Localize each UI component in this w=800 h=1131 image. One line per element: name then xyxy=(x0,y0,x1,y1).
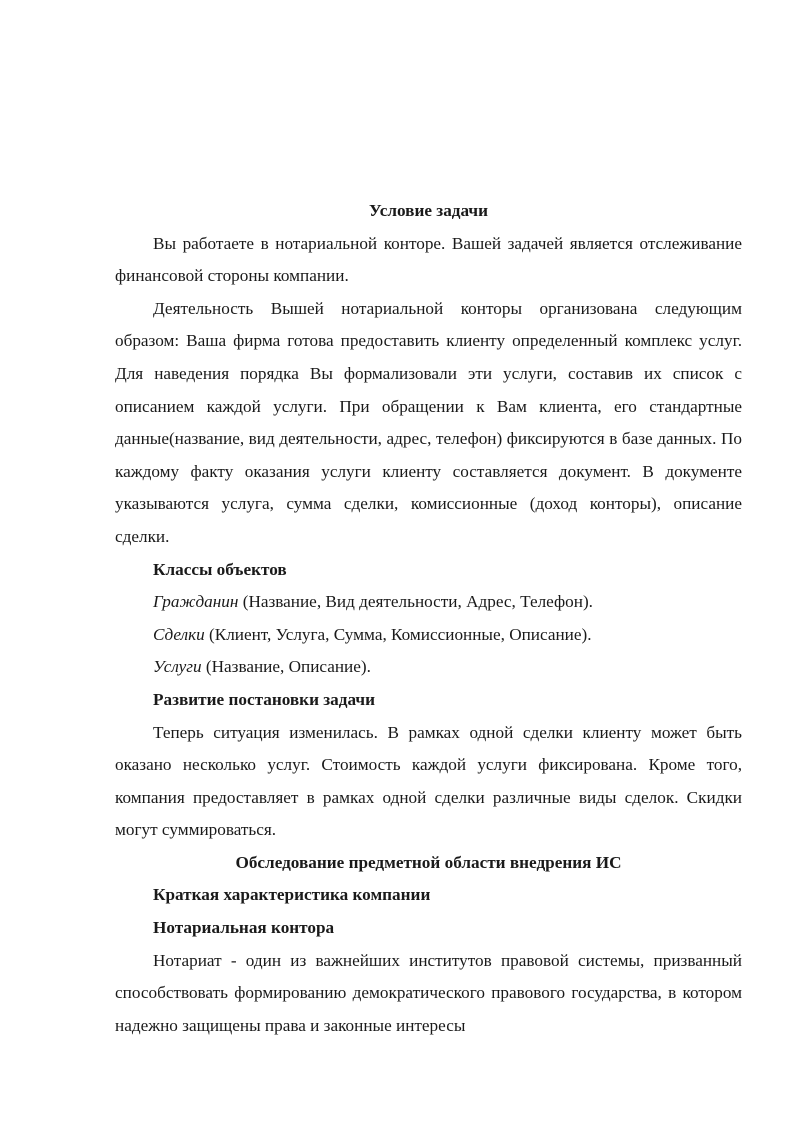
document-body xyxy=(115,195,742,1042)
class-fields: (Название, Описание). xyxy=(201,657,371,677)
section-title-task-conditions: Условие задачи xyxy=(368,201,488,220)
class-fields: (Название, Вид деятельности, Адрес, Телефон). xyxy=(238,592,593,612)
heading-object-classes: Классы объектов xyxy=(153,559,287,579)
class-name: Гражданин xyxy=(153,592,239,612)
paragraph-activity: Деятельность Вышей нотариальной конторы организована следующим образом: Ваша фирма готова предоставить клиенту определенный комплекс услуг. Для наведения порядка Вы формализовали эти услуги, составив их список с описанием каждой услуги. При обращении к Вам клиента, его стандартные данные(название, вид деятельности, адрес, телефон) фиксируются в базе данных. По каждому факту оказания услуги клиенту составляется документ. В документе указываются услуга, сумма сделки, комиссионные (доход конторы), описание сделки. xyxy=(115,298,742,546)
section-title-survey: Обследование предметной области внедрения ИС xyxy=(235,852,622,872)
class-fields: (Клиент, Услуга, Сумма, Комиссионные, Описание). xyxy=(204,624,592,644)
class-item-services xyxy=(115,651,742,684)
paragraph-notary: Нотариат - один из важнейших институтов правовой системы, призванный способствовать формированию демократического правового государства, в котором надежно защищены права и законные интересы xyxy=(115,950,742,1035)
class-name: Услуги xyxy=(153,657,202,677)
paragraph-situation-change: Теперь ситуация изменилась. В рамках одной сделки клиенту может быть оказано несколько услуг. Стоимость каждой услуги фиксирована. Кроме того, компания предоставляет в рамках одной сделки различные виды сделок. Скидки могут суммироваться. xyxy=(115,722,742,840)
heading-notary-office: Нотариальная контора xyxy=(153,918,335,938)
class-item-deals xyxy=(115,619,742,652)
heading-company-summary: Краткая характеристика компании xyxy=(153,885,431,905)
class-name: Сделки xyxy=(153,624,205,644)
class-item-citizen xyxy=(115,586,742,619)
heading-task-development: Развитие постановки задачи xyxy=(153,689,375,709)
paragraph-intro: Вы работаете в нотариальной конторе. Вашей задачей является отслеживание финансовой стороны компании. xyxy=(115,233,742,286)
